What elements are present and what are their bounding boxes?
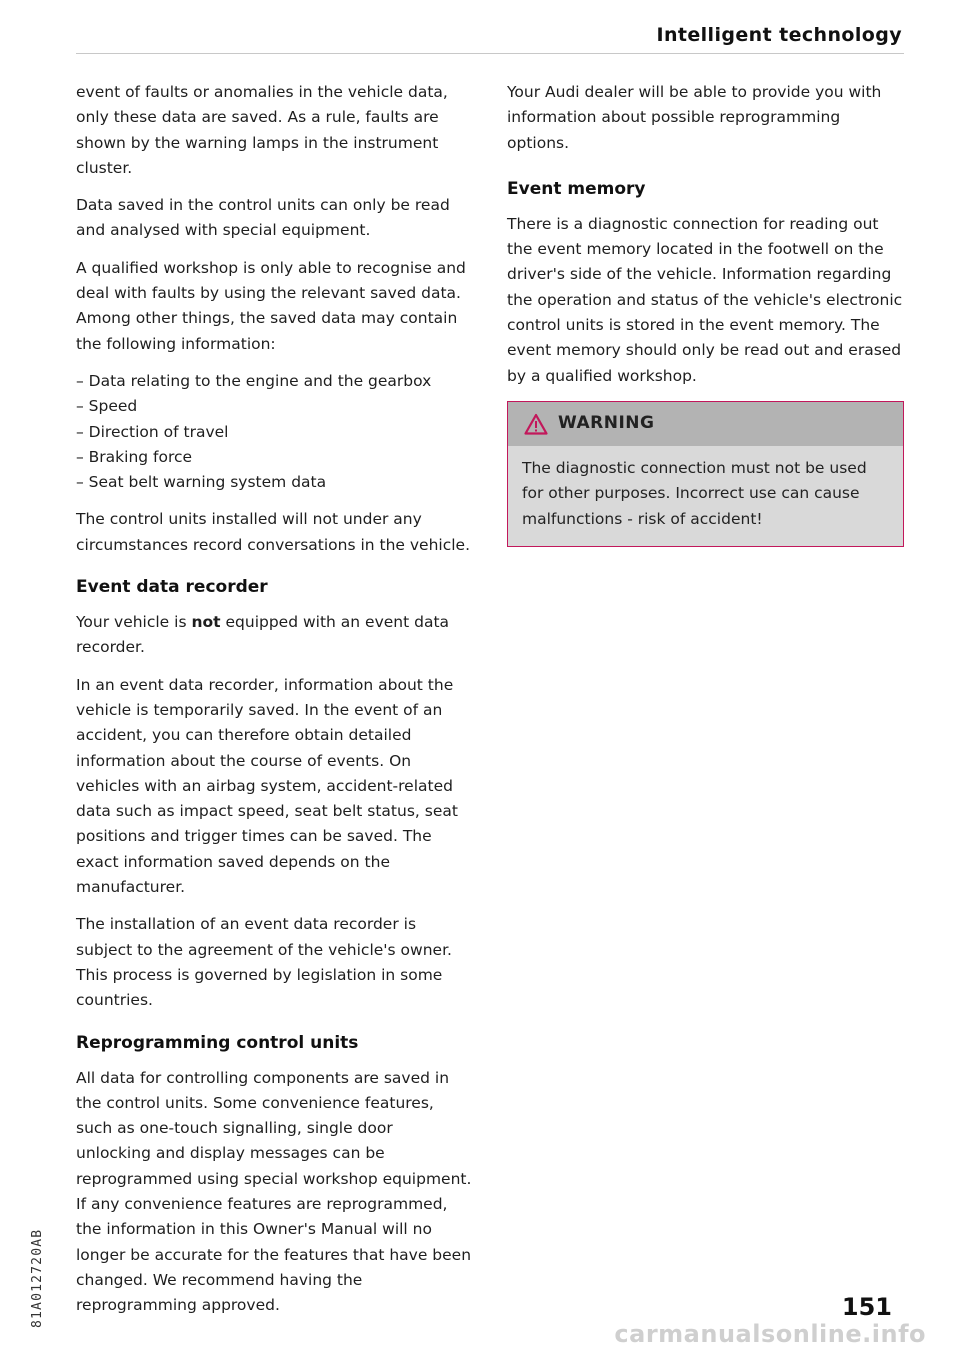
section-heading-reprogramming: Reprogramming control units	[76, 1032, 359, 1053]
warning-title: WARNING	[558, 413, 655, 434]
paragraph: A qualified workshop is only able to recognise and deal with faults by using the relevant saved data. Among other things, the saved data may contain the following information:	[76, 258, 466, 353]
saved-data-list	[76, 369, 472, 495]
warning-header	[508, 402, 903, 446]
right-column	[507, 80, 904, 547]
paragraph	[76, 610, 472, 661]
paragraph: The installation of an event data recorder is subject to the agreement of the vehicle's owner. This process is governed by legislation in some countries.	[76, 915, 452, 1010]
list-item: – Seat belt warning system data	[76, 473, 327, 492]
left-column	[76, 80, 472, 1330]
warning-text: The diagnostic connection must not be used for other purposes. Incorrect use can cause malfunctions - risk of accident!	[522, 458, 867, 528]
paragraph: All data for controlling components are saved in the control units. Some convenience features, such as one-touch signalling, single door unlocking and display messages can be reprogrammed using special workshop equipment. If any convenience features are reprogrammed, the information in this Owner's Manual will no longer be accurate for the features that have been changed. We recommend having the reprogramming approved.	[76, 1068, 472, 1315]
watermark: carmanualsonline.info	[614, 1320, 926, 1348]
text-run: equipped with an event data recorder.	[76, 613, 450, 657]
list-item: – Braking force	[76, 447, 193, 466]
document-code-text: 81A012720AB	[30, 1228, 45, 1328]
header-rule	[76, 53, 904, 54]
list-item: – Speed	[76, 397, 138, 416]
section-heading-event-memory: Event memory	[507, 178, 646, 199]
section-heading-event-data-recorder: Event data recorder	[76, 577, 268, 598]
paragraph: In an event data recorder, information about the vehicle is temporarily saved. In the event of an accident, you can therefore obtain detailed information about the course of events. On vehicles with an airbag system, accident-related data such as impact speed, seat belt status, seat positions and trigger times can be saved. The exact information saved depends on the manufacturer.	[76, 675, 458, 897]
warning-box	[507, 401, 904, 547]
emphasis-not: not	[191, 613, 221, 632]
list-item: – Direction of travel	[76, 422, 229, 441]
running-header: Intelligent technology	[656, 24, 902, 46]
text-run: Your vehicle is	[76, 613, 192, 632]
paragraph: Data saved in the control units can only be read and analysed with special equipment.	[76, 196, 450, 240]
paragraph: Your Audi dealer will be able to provide you with information about possible reprogramming options.	[507, 83, 882, 152]
warning-triangle-icon	[524, 413, 548, 435]
paragraph: There is a diagnostic connection for reading out the event memory located in the footwell on the driver's side of the vehicle. Information regarding the operation and status of the vehicle's electronic control units is stored in the event memory. The event memory should only be read out and erased by a qualified workshop.	[507, 214, 903, 385]
paragraph: The control units installed will not under any circumstances record conversations in the vehicle.	[76, 510, 471, 554]
page-number: 151	[841, 1293, 892, 1321]
list-item: – Data relating to the engine and the gearbox	[76, 371, 432, 390]
document-code	[30, 1188, 46, 1338]
paragraph: event of faults or anomalies in the vehicle data, only these data are saved. As a rule, faults are shown by the warning lamps in the instrument cluster.	[76, 83, 448, 177]
